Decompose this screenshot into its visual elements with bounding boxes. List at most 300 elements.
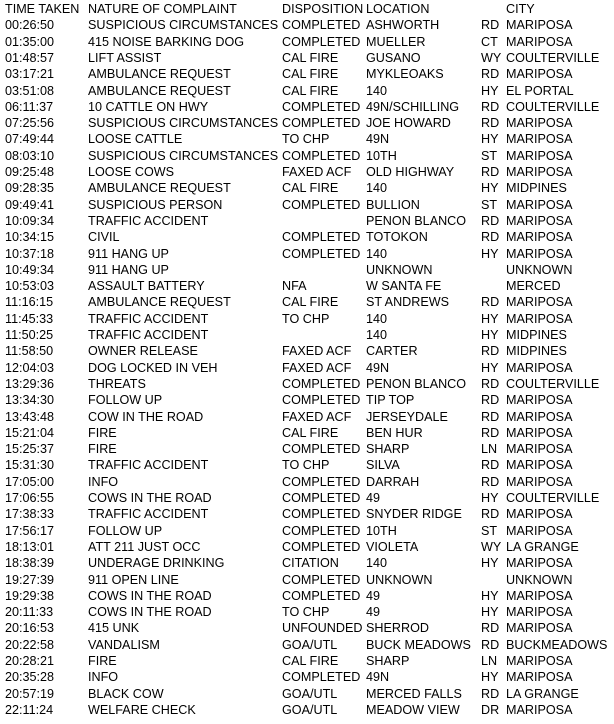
cell-disposition: CAL FIRE [282, 50, 339, 65]
header-city: CITY [506, 2, 535, 16]
table-row [0, 164, 614, 180]
cell-suffix: RD [481, 213, 500, 228]
cell-nature: FIRE [88, 425, 117, 440]
cell-disposition: TO CHP [282, 458, 330, 473]
cell-city: MIDPINES [506, 344, 567, 359]
table-row [0, 637, 614, 653]
cell-disposition: COMPLETED [282, 491, 361, 505]
cell-time: 00:26:50 [5, 18, 55, 33]
cell-suffix: ST [481, 197, 498, 212]
cell-disposition: COMPLETED [282, 393, 361, 408]
cell-time: 17:05:00 [5, 474, 55, 489]
cell-time: 09:49:41 [5, 197, 55, 212]
cell-city: MIDPINES [506, 181, 567, 196]
cell-city: MARIPOSA [506, 458, 573, 473]
cell-location: W SANTA FE [366, 279, 442, 294]
cell-suffix: HY [481, 181, 499, 196]
cell-time: 10:37:18 [5, 246, 55, 261]
cell-city: MARIPOSA [506, 474, 573, 489]
table-row [0, 392, 614, 408]
cell-time: 10:34:15 [5, 230, 55, 245]
cell-location: 140 [366, 328, 388, 342]
table-row [0, 213, 614, 229]
cell-disposition: COMPLETED [282, 539, 361, 554]
cell-nature: TRAFFIC ACCIDENT [88, 213, 209, 228]
cell-suffix: RD [481, 165, 500, 179]
cell-time: 01:48:57 [5, 50, 55, 65]
cell-suffix: HY [481, 670, 499, 685]
cell-nature: AMBULANCE REQUEST [88, 83, 231, 98]
cell-location: MEADOW VIEW [366, 702, 460, 717]
table-row [0, 131, 614, 147]
cell-nature: TRAFFIC ACCIDENT [88, 328, 209, 342]
table-row [0, 197, 614, 213]
cell-city: COULTERVILLE [506, 50, 600, 65]
cell-location: 140 [366, 83, 388, 98]
cell-nature: LOOSE COWS [88, 165, 175, 179]
cell-nature: AMBULANCE REQUEST [88, 67, 231, 82]
cell-time: 15:25:37 [5, 442, 55, 457]
cell-time: 10:53:03 [5, 279, 55, 294]
cell-city: MARIPOSA [506, 605, 573, 620]
cell-suffix: HY [481, 588, 499, 603]
cell-disposition: COMPLETED [282, 442, 361, 457]
cell-city: MARIPOSA [506, 425, 573, 440]
cell-nature: FIRE [88, 442, 117, 457]
cell-time: 01:35:00 [5, 34, 55, 49]
cell-city: MARIPOSA [506, 148, 573, 163]
cell-location: SILVA [366, 458, 400, 473]
cell-city: MARIPOSA [506, 588, 573, 603]
cell-disposition: COMPLETED [282, 197, 361, 212]
cell-disposition: CAL FIRE [282, 181, 339, 196]
cell-suffix: RD [481, 99, 500, 114]
cell-nature: 415 NOISE BARKING DOG [88, 34, 245, 49]
cell-nature: 911 HANG UP [88, 262, 169, 277]
table-row [0, 702, 614, 718]
cell-location: BEN HUR [366, 425, 423, 440]
cell-location: 140 [366, 181, 388, 196]
cell-suffix: ST [481, 523, 498, 538]
cell-time: 13:34:30 [5, 393, 55, 408]
table-row [0, 83, 614, 99]
cell-location: 140 [366, 311, 388, 326]
cell-location: SHERROD [366, 621, 429, 636]
cell-time: 11:45:33 [5, 311, 54, 326]
cell-city: MARIPOSA [506, 360, 573, 375]
table-row [0, 686, 614, 702]
cell-disposition: COMPLETED [282, 507, 361, 522]
cell-city: MARIPOSA [506, 197, 573, 212]
cell-disposition: COMPLETED [282, 246, 361, 261]
table-row [0, 311, 614, 327]
table-row [0, 457, 614, 473]
cell-suffix: HY [481, 605, 499, 620]
table-row [0, 294, 614, 310]
table-row [0, 555, 614, 571]
cell-nature: SUSPICIOUS CIRCUMSTANCES [88, 116, 279, 131]
table-row [0, 99, 614, 115]
cell-nature: COWS IN THE ROAD [88, 588, 212, 603]
cell-location: PENON BLANCO [366, 376, 467, 391]
cell-city: MARIPOSA [506, 230, 573, 245]
cell-nature: TRAFFIC ACCIDENT [88, 458, 209, 473]
cell-city: MARIPOSA [506, 246, 573, 261]
cell-location: JOE HOWARD [366, 116, 451, 131]
cell-time: 20:11:33 [5, 605, 54, 620]
cell-city: COULTERVILLE [506, 491, 600, 505]
cell-suffix: RD [481, 686, 500, 701]
cell-suffix: HY [481, 328, 499, 342]
cell-city: UNKNOWN [506, 572, 573, 587]
cell-disposition: CAL FIRE [282, 425, 339, 440]
cell-suffix: RD [481, 507, 500, 522]
cell-nature: AMBULANCE REQUEST [88, 181, 231, 196]
cell-nature: COWS IN THE ROAD [88, 605, 212, 620]
table-row [0, 620, 614, 636]
cell-nature: INFO [88, 670, 119, 685]
cell-location: UNKNOWN [366, 262, 433, 277]
table-row [0, 539, 614, 555]
cell-suffix: HY [481, 83, 499, 98]
cell-suffix: LN [481, 442, 498, 457]
cell-suffix: RD [481, 344, 500, 359]
cell-location: JERSEYDALE [366, 409, 448, 424]
cell-location: 140 [366, 246, 388, 261]
cell-suffix: RD [481, 409, 500, 424]
cell-location: SHARP [366, 654, 410, 668]
table-row [0, 34, 614, 50]
cell-nature: VANDALISM [88, 637, 160, 652]
table-row [0, 343, 614, 359]
cell-city: MIDPINES [506, 328, 567, 342]
cell-time: 15:31:30 [5, 458, 55, 473]
table-row [0, 262, 614, 278]
table-row [0, 50, 614, 66]
cell-suffix: HY [481, 246, 499, 261]
cell-time: 09:28:35 [5, 181, 55, 196]
cell-nature: TRAFFIC ACCIDENT [88, 507, 209, 522]
cell-nature: ASSAULT BATTERY [88, 279, 205, 294]
table-row [0, 490, 614, 506]
cell-city: MARIPOSA [506, 213, 573, 228]
cell-time: 20:57:19 [5, 686, 55, 701]
table-row [0, 278, 614, 294]
cell-location: MERCED FALLS [366, 686, 462, 701]
cell-disposition: COMPLETED [282, 116, 361, 131]
cell-location: TIP TOP [366, 393, 415, 408]
cell-location: BULLION [366, 197, 420, 212]
cell-time: 18:13:01 [5, 539, 55, 554]
cell-location: ST ANDREWS [366, 295, 450, 310]
cell-nature: THREATS [88, 376, 146, 391]
cell-time: 17:38:33 [5, 507, 55, 522]
table-row [0, 474, 614, 490]
cell-suffix: ST [481, 148, 498, 163]
cell-nature: 911 HANG UP [88, 246, 169, 261]
cell-disposition: COMPLETED [282, 572, 361, 587]
cell-disposition: COMPLETED [282, 670, 361, 685]
table-row [0, 17, 614, 33]
cell-time: 09:25:48 [5, 165, 55, 179]
cell-nature: CIVIL [88, 230, 120, 245]
cell-suffix: DR [481, 702, 500, 717]
cell-city: MARIPOSA [506, 654, 573, 668]
cell-city: MARIPOSA [506, 132, 573, 147]
cell-city: MARIPOSA [506, 165, 573, 179]
cell-location: 49N [366, 360, 390, 375]
cell-suffix: RD [481, 393, 500, 408]
cell-time: 08:03:10 [5, 148, 55, 163]
cell-city: MARIPOSA [506, 295, 573, 310]
cell-disposition: TO CHP [282, 605, 330, 620]
cell-time: 11:16:15 [5, 295, 54, 310]
table-row [0, 653, 614, 669]
cell-location: SNYDER RIDGE [366, 507, 462, 522]
cell-time: 17:56:17 [5, 523, 55, 538]
cell-city: COULTERVILLE [506, 99, 600, 114]
cell-suffix: RD [481, 18, 500, 33]
cell-time: 19:27:39 [5, 572, 55, 587]
cell-city: MARIPOSA [506, 523, 573, 538]
cell-location: DARRAH [366, 474, 420, 489]
cell-nature: LIFT ASSIST [88, 50, 162, 65]
cell-city: EL PORTAL [506, 83, 574, 98]
cell-city: LA GRANGE [506, 539, 579, 554]
cell-nature: 911 OPEN LINE [88, 572, 179, 587]
cell-nature: WELFARE CHECK [88, 702, 196, 717]
cell-city: COULTERVILLE [506, 376, 600, 391]
cell-city: BUCKMEADOWS [506, 637, 608, 652]
cell-disposition: COMPLETED [282, 523, 361, 538]
cell-disposition: GOA/UTL [282, 637, 338, 652]
cell-time: 11:50:25 [5, 328, 54, 342]
cell-city: UNKNOWN [506, 262, 573, 277]
cell-time: 19:29:38 [5, 588, 55, 603]
cell-location: MUELLER [366, 34, 426, 49]
cell-disposition: COMPLETED [282, 474, 361, 489]
cell-city: MARIPOSA [506, 621, 573, 636]
cell-nature: TRAFFIC ACCIDENT [88, 311, 209, 326]
cell-location: VIOLETA [366, 539, 419, 554]
table-row [0, 409, 614, 425]
cell-disposition: NFA [282, 279, 307, 294]
cell-nature: COWS IN THE ROAD [88, 491, 212, 505]
cell-disposition: UNFOUNDED [282, 621, 363, 636]
cell-suffix: RD [481, 425, 500, 440]
cell-city: MARIPOSA [506, 311, 573, 326]
cell-suffix: RD [481, 116, 500, 131]
cell-location: 49 [366, 588, 381, 603]
cell-nature: 415 UNK [88, 621, 140, 636]
cell-suffix: RD [481, 637, 500, 652]
cell-city: MARIPOSA [506, 702, 573, 717]
cell-time: 20:22:58 [5, 637, 55, 652]
cell-time: 06:11:37 [5, 99, 54, 114]
table-row [0, 66, 614, 82]
cell-disposition: CAL FIRE [282, 83, 339, 98]
cell-time: 13:29:36 [5, 376, 55, 391]
cell-disposition: CAL FIRE [282, 654, 339, 668]
cell-location: 10TH [366, 523, 397, 538]
table-row [0, 246, 614, 262]
cell-time: 10:49:34 [5, 262, 55, 277]
cell-suffix: RD [481, 621, 500, 636]
cell-city: MARIPOSA [506, 67, 573, 82]
cell-location: PENON BLANCO [366, 213, 467, 228]
cell-nature: DOG LOCKED IN VEH [88, 360, 218, 375]
cell-nature: FOLLOW UP [88, 393, 163, 408]
table-row [0, 669, 614, 685]
cell-disposition: FAXED ACF [282, 360, 352, 375]
cell-nature: FOLLOW UP [88, 523, 163, 538]
cell-nature: INFO [88, 474, 119, 489]
cell-time: 20:28:21 [5, 654, 55, 668]
cell-time: 20:16:53 [5, 621, 55, 636]
cell-city: LA GRANGE [506, 686, 579, 701]
cell-suffix: RD [481, 295, 500, 310]
cell-disposition: COMPLETED [282, 148, 361, 163]
cell-suffix: CT [481, 34, 498, 49]
cell-disposition: CAL FIRE [282, 295, 339, 310]
cell-nature: OWNER RELEASE [88, 344, 198, 359]
cell-location: OLD HIGHWAY [366, 165, 455, 179]
cell-time: 18:38:39 [5, 556, 55, 571]
table-row [0, 360, 614, 376]
cell-location: 49 [366, 605, 381, 620]
header-row [0, 1, 614, 17]
cell-location: 140 [366, 556, 388, 571]
cell-time: 13:43:48 [5, 409, 55, 424]
cell-nature: SUSPICIOUS CIRCUMSTANCES [88, 148, 279, 163]
header-nature: NATURE OF COMPLAINT [88, 2, 237, 16]
cell-nature: UNDERAGE DRINKING [88, 556, 225, 571]
cell-time: 07:25:56 [5, 116, 55, 131]
cell-time: 17:06:55 [5, 491, 55, 505]
cell-time: 03:17:21 [5, 67, 55, 82]
cell-suffix: HY [481, 556, 499, 571]
table-row [0, 229, 614, 245]
cell-nature: AMBULANCE REQUEST [88, 295, 231, 310]
cell-suffix: RD [481, 67, 500, 82]
cell-disposition: CITATION [282, 556, 339, 571]
cell-city: MARIPOSA [506, 556, 573, 571]
cell-city: MARIPOSA [506, 507, 573, 522]
cell-city: MARIPOSA [506, 442, 573, 457]
table-row [0, 588, 614, 604]
table-row [0, 523, 614, 539]
cell-city: MARIPOSA [506, 18, 573, 33]
cell-time: 11:58:50 [5, 344, 54, 359]
cell-suffix: HY [481, 360, 499, 375]
cell-time: 20:35:28 [5, 670, 55, 685]
cell-nature: SUSPICIOUS CIRCUMSTANCES [88, 18, 279, 33]
cell-suffix: WY [481, 539, 502, 554]
cell-location: 49N [366, 670, 390, 685]
cell-nature: LOOSE CATTLE [88, 132, 183, 147]
table-row [0, 604, 614, 620]
cell-disposition: COMPLETED [282, 99, 361, 114]
cell-disposition: FAXED ACF [282, 344, 352, 359]
cell-time: 22:11:24 [5, 702, 54, 717]
cell-nature: ATT 211 JUST OCC [88, 539, 201, 554]
cell-disposition: COMPLETED [282, 230, 361, 245]
cell-disposition: COMPLETED [282, 376, 361, 391]
cell-nature: COW IN THE ROAD [88, 409, 204, 424]
cell-nature: BLACK COW [88, 686, 164, 701]
cell-disposition: COMPLETED [282, 34, 361, 49]
cell-location: ASHWORTH [366, 18, 440, 33]
cell-location: 49N/SCHILLING [366, 99, 460, 114]
cell-suffix: HY [481, 132, 499, 147]
cell-location: BUCK MEADOWS [366, 637, 471, 652]
cell-disposition: COMPLETED [282, 18, 361, 33]
cell-nature: SUSPICIOUS PERSON [88, 197, 223, 212]
cell-city: MARIPOSA [506, 670, 573, 685]
cell-suffix: LN [481, 654, 498, 668]
header-time: TIME TAKEN [5, 2, 80, 16]
cell-disposition: TO CHP [282, 311, 330, 326]
cell-location: MYKLEOAKS [366, 67, 444, 82]
table-row [0, 115, 614, 131]
table-row [0, 180, 614, 196]
cell-location: SHARP [366, 442, 410, 457]
table-row [0, 148, 614, 164]
cell-time: 07:49:44 [5, 132, 55, 147]
cell-time: 15:21:04 [5, 425, 55, 440]
cell-time: 10:09:34 [5, 213, 55, 228]
table-row [0, 327, 614, 343]
cell-nature: FIRE [88, 654, 117, 668]
cell-nature: 10 CATTLE ON HWY [88, 99, 209, 114]
cell-city: MARIPOSA [506, 116, 573, 131]
cell-disposition: FAXED ACF [282, 165, 352, 179]
cell-disposition: CAL FIRE [282, 67, 339, 82]
cell-city: MERCED [506, 279, 561, 294]
cell-disposition: COMPLETED [282, 588, 361, 603]
cell-suffix: HY [481, 491, 499, 505]
cell-city: MARIPOSA [506, 409, 573, 424]
table-row [0, 376, 614, 392]
table-row [0, 441, 614, 457]
cell-disposition: GOA/UTL [282, 686, 338, 701]
cell-city: MARIPOSA [506, 393, 573, 408]
cell-time: 12:04:03 [5, 360, 55, 375]
cell-disposition: FAXED ACF [282, 409, 352, 424]
cell-suffix: WY [481, 50, 502, 65]
cell-suffix: RD [481, 230, 500, 245]
cell-location: UNKNOWN [366, 572, 433, 587]
cell-location: 49N [366, 132, 390, 147]
cell-city: MARIPOSA [506, 34, 573, 49]
header-disposition: DISPOSITION [282, 2, 364, 16]
cell-disposition: TO CHP [282, 132, 330, 147]
table-row [0, 506, 614, 522]
cell-location: CARTER [366, 344, 418, 359]
header-location: LOCATION [366, 2, 430, 16]
cell-location: 10TH [366, 148, 397, 163]
cell-location: GUSANO [366, 50, 421, 65]
cell-location: TOTOKON [366, 230, 428, 245]
cell-suffix: RD [481, 474, 500, 489]
table-row [0, 572, 614, 588]
cell-location: 49 [366, 491, 381, 505]
cell-time: 03:51:08 [5, 83, 55, 98]
table-row [0, 425, 614, 441]
cell-suffix: RD [481, 458, 500, 473]
cell-suffix: HY [481, 311, 499, 326]
cell-suffix: RD [481, 376, 500, 391]
